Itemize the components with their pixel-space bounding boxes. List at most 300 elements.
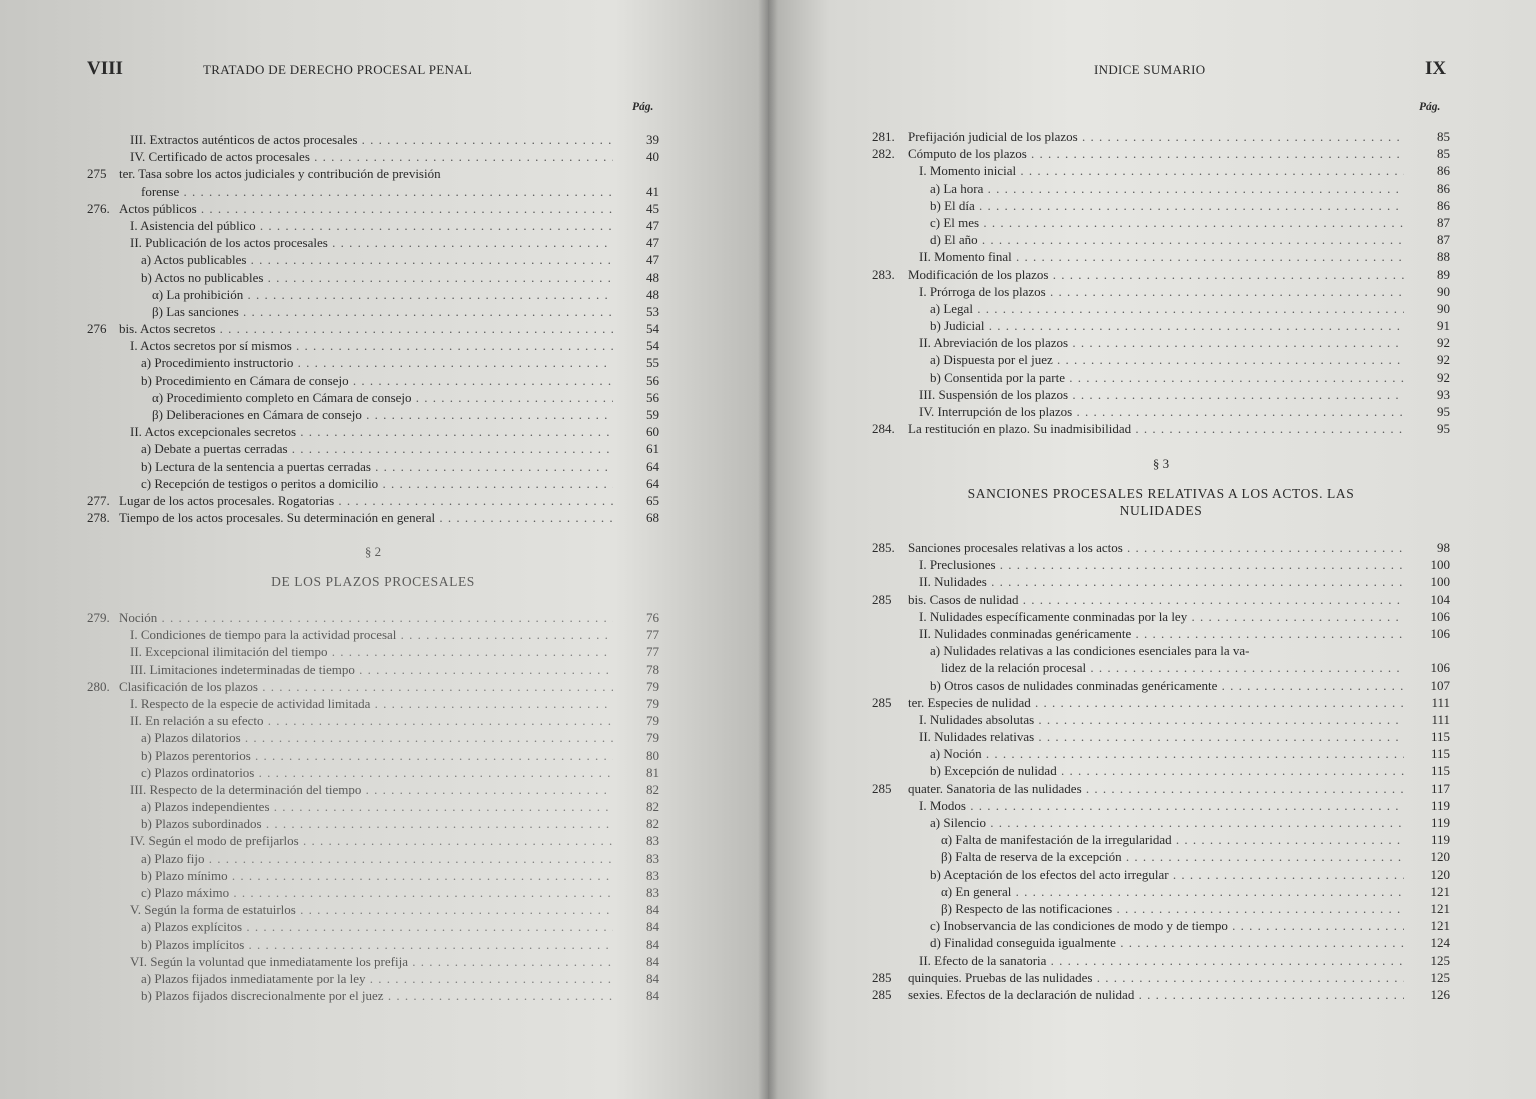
- entry-text: Noción . . .: [119, 609, 613, 626]
- toc-entry: [872, 591, 1450, 608]
- toc-entry: [87, 320, 659, 337]
- toc-entry: [87, 286, 659, 303]
- toc-entry: [872, 248, 1450, 265]
- entry-page: 54: [646, 338, 659, 354]
- entry-text: II. Nulidades . . .: [919, 573, 1404, 590]
- entry-page: 84: [646, 953, 659, 969]
- entry-number: 285: [872, 694, 892, 710]
- toc-entry: [87, 131, 659, 148]
- toc-entry: [872, 386, 1450, 403]
- section-mark: § 2: [364, 544, 382, 559]
- entry-page: 86: [1437, 197, 1450, 213]
- toc-entry: [872, 762, 1450, 779]
- entry-page: 119: [1430, 832, 1450, 848]
- entry-text: La restitución en plazo. Su inadmisibilidad . . .: [908, 420, 1404, 437]
- entry-page: 82: [646, 799, 659, 815]
- entry-text: c) Plazos ordinatorios . . .: [141, 764, 613, 781]
- entry-text: a) Plazos dilatorios . . .: [141, 729, 613, 746]
- entry-text: quater. Sanatoria de las nulidades . . .: [908, 780, 1404, 797]
- right-page: [768, 0, 1536, 1099]
- entry-page: 121: [1430, 918, 1450, 934]
- entry-text: Cómputo de los plazos . . .: [908, 145, 1404, 162]
- toc-entry: [87, 165, 659, 182]
- entry-text: Clasificación de los plazos . . .: [119, 678, 613, 695]
- entry-page: 86: [1437, 180, 1450, 196]
- toc-entry: [872, 539, 1450, 556]
- toc-entry: [87, 251, 659, 268]
- toc-entry: [872, 917, 1450, 934]
- entry-text: II. Excepcional ilimitación del tiempo . . .: [130, 643, 613, 660]
- entry-text: b) El día . . .: [930, 197, 1404, 214]
- section-title-line: SANCIONES PROCESALES RELATIVAS A LOS ACTOS. LAS: [967, 486, 1355, 501]
- entry-page: 83: [646, 833, 659, 849]
- toc-entry: [87, 970, 659, 987]
- entry-page: 106: [1430, 625, 1450, 641]
- entry-text: I. Condiciones de tiempo para la actividad procesal . . .: [130, 626, 613, 643]
- entry-page: 90: [1437, 300, 1450, 316]
- toc-entry: [872, 883, 1450, 900]
- entry-text: quinquies. Pruebas de las nulidades . . .: [908, 969, 1404, 986]
- toc-entry: [872, 969, 1450, 986]
- entry-text: IV. Según el modo de prefijarlos . . .: [130, 832, 613, 849]
- toc-entry: [87, 626, 659, 643]
- entry-page: 47: [646, 235, 659, 251]
- toc-entry: [872, 866, 1450, 883]
- entry-text: a) Procedimiento instructorio . . .: [141, 354, 613, 371]
- entry-page: 100: [1430, 557, 1450, 573]
- entry-number: 285.: [872, 540, 895, 555]
- toc-entry: [87, 781, 659, 798]
- entry-text: Prefijación judicial de los plazos . . .: [908, 128, 1404, 145]
- entry-page: 39: [646, 132, 659, 147]
- entry-page: 87: [1437, 214, 1450, 230]
- toc-entry: [87, 148, 659, 165]
- entry-page: 84: [646, 970, 659, 986]
- entry-text: α) En general . . .: [941, 883, 1404, 900]
- entry-text: β) Las sanciones . . .: [152, 303, 613, 320]
- entry-text: I. Preclusiones . . .: [919, 556, 1404, 573]
- toc-entry: [87, 234, 659, 251]
- entry-text: a) Plazos explícitos . . .: [141, 918, 613, 935]
- entry-page: 126: [1430, 986, 1450, 1002]
- entry-page: 125: [1430, 952, 1450, 968]
- entry-page: 60: [646, 424, 659, 440]
- entry-text: bis. Actos secretos . . .: [119, 320, 613, 337]
- entry-text: ter. Tasa sobre los actos judiciales y contribución de previsión: [119, 166, 441, 182]
- entry-page: 81: [646, 764, 659, 780]
- entry-page: 41: [646, 183, 659, 199]
- entry-text: b) Plazos implícitos . . .: [141, 936, 613, 953]
- toc-entry: [87, 509, 659, 526]
- entry-page: 119: [1430, 797, 1450, 813]
- entry-text: a) Plazo fijo . . .: [141, 850, 613, 867]
- entry-text: b) Procedimiento en Cámara de consejo . . .: [141, 372, 613, 389]
- entry-text: a) Silencio . . .: [930, 814, 1404, 831]
- entry-page: 104: [1430, 591, 1450, 607]
- entry-page: 95: [1437, 404, 1450, 419]
- entry-text: a) Noción . . .: [930, 745, 1404, 762]
- entry-text: a) Debate a puertas cerradas . . .: [141, 440, 613, 457]
- toc-entry: [872, 214, 1450, 231]
- toc-entry: [87, 492, 659, 509]
- entry-text: V. Según la forma de estatuirlos . . .: [130, 901, 613, 918]
- toc-entry: [872, 231, 1450, 248]
- entry-text: α) La prohibición . . .: [152, 286, 613, 303]
- entry-page: 65: [646, 492, 659, 508]
- toc-entry: [87, 183, 659, 200]
- entry-text: Tiempo de los actos procesales. Su determinación en general . . .: [119, 509, 613, 526]
- toc-entry: [872, 573, 1450, 590]
- entry-text: c) El mes . . .: [930, 214, 1404, 231]
- entry-number: 275: [87, 166, 107, 182]
- entry-page: 64: [646, 458, 659, 474]
- entry-text: I. Nulidades específicamente conminadas por la ley . . .: [919, 608, 1404, 625]
- toc-entry: [872, 403, 1450, 420]
- entry-text: b) Plazos perentorios . . .: [141, 747, 613, 764]
- toc-entry: [87, 406, 659, 423]
- entry-page: 80: [646, 747, 659, 763]
- entry-text: β) Deliberaciones en Cámara de consejo . . .: [152, 406, 613, 423]
- toc-entry: [87, 953, 659, 970]
- toc-entry: [87, 389, 659, 406]
- entry-text: b) Plazos fijados discrecionalmente por el juez . . .: [141, 987, 613, 1004]
- toc-entry: [872, 900, 1450, 917]
- entry-text: I. Modos . . .: [919, 797, 1404, 814]
- entry-page: 115: [1430, 729, 1450, 745]
- toc-entry: [87, 884, 659, 901]
- toc-entry: [872, 677, 1450, 694]
- toc-entry: [872, 300, 1450, 317]
- entry-text: b) Actos no publicables . . .: [141, 269, 613, 286]
- entry-text: II. Nulidades conminadas genéricamente . . .: [919, 625, 1404, 642]
- entry-text: II. Momento final . . .: [919, 248, 1404, 265]
- entry-text: a) Actos publicables . . .: [141, 251, 613, 268]
- entry-page: 106: [1430, 660, 1450, 676]
- entry-text: III. Limitaciones indeterminadas de tiempo . . .: [130, 661, 613, 678]
- entry-text: β) Falta de reserva de la excepción . . .: [941, 848, 1404, 865]
- entry-text: d) Finalidad conseguida igualmente . . .: [930, 934, 1404, 951]
- entry-number: 276.: [87, 200, 110, 216]
- toc-entry: [87, 712, 659, 729]
- entry-page: 56: [646, 372, 659, 388]
- toc-entry: [872, 351, 1450, 368]
- entry-page: 56: [646, 389, 659, 405]
- entry-page: 85: [1437, 129, 1450, 144]
- entry-number: 285: [872, 591, 892, 607]
- entry-page: 117: [1430, 780, 1450, 796]
- entry-text: Lugar de los actos procesales. Rogatorias . . .: [119, 492, 613, 509]
- toc-entry: [872, 334, 1450, 351]
- toc-entry: [87, 423, 659, 440]
- toc-entry: [872, 659, 1450, 676]
- entry-text: I. Respecto de la especie de actividad limitada . . .: [130, 695, 613, 712]
- entry-page: 92: [1437, 369, 1450, 385]
- entry-page: 121: [1430, 900, 1450, 916]
- entry-text: d) El año . . .: [930, 231, 1404, 248]
- entry-text: ter. Especies de nulidad . . .: [908, 694, 1404, 711]
- entry-page: 68: [646, 510, 659, 526]
- entry-page: 55: [646, 355, 659, 371]
- entry-page: 121: [1430, 883, 1450, 899]
- entry-text: IV. Interrupción de los plazos . . .: [919, 403, 1404, 420]
- entry-page: 54: [646, 321, 659, 337]
- entry-text: b) Plazo mínimo . . .: [141, 867, 613, 884]
- toc-entry: [87, 609, 659, 626]
- toc-entry: [872, 625, 1450, 642]
- entry-text: III. Extractos auténticos de actos procesales . . .: [130, 131, 613, 148]
- entry-page: 48: [646, 286, 659, 302]
- entry-text: I. Actos secretos por sí mismos . . .: [130, 337, 613, 354]
- entry-text: VI. Según la voluntad que inmediatamente los prefija . . .: [130, 953, 613, 970]
- entry-text: Modificación de los plazos . . .: [908, 266, 1404, 283]
- entry-number: 285: [872, 986, 892, 1002]
- toc-entry: [87, 918, 659, 935]
- entry-page: 125: [1430, 969, 1450, 985]
- entry-page: 83: [646, 850, 659, 866]
- toc-entry: [87, 440, 659, 457]
- toc-entry: [872, 317, 1450, 334]
- toc-entry: [872, 952, 1450, 969]
- entry-page: 85: [1437, 146, 1450, 162]
- entry-page: 90: [1437, 283, 1450, 299]
- running-title: INDICE SUMARIO: [1094, 62, 1206, 77]
- entry-text: bis. Casos de nulidad . . .: [908, 591, 1404, 608]
- entry-text: III. Respecto de la determinación del tiempo . . .: [130, 781, 613, 798]
- entry-page: 47: [646, 217, 659, 233]
- toc-entry: [87, 867, 659, 884]
- entry-page: 87: [1437, 232, 1450, 248]
- entry-text: a) Dispuesta por el juez . . .: [930, 351, 1404, 368]
- toc-entry: [872, 986, 1450, 1003]
- toc-entry: [872, 831, 1450, 848]
- entry-page: 76: [646, 610, 659, 625]
- entry-page: 77: [646, 644, 659, 660]
- entry-text: a) Nulidades relativas a las condiciones esenciales para la va-: [930, 643, 1250, 659]
- toc-entry: [87, 661, 659, 678]
- page-number: IX: [1425, 58, 1447, 79]
- entry-page: 40: [646, 149, 659, 165]
- toc-list: [87, 131, 659, 526]
- entry-number: 281.: [872, 129, 895, 144]
- entry-page: 91: [1437, 318, 1450, 334]
- entry-number: 285: [872, 969, 892, 985]
- entry-number: 283.: [872, 266, 895, 282]
- entry-text: forense . . .: [141, 183, 613, 200]
- toc-entry: [87, 475, 659, 492]
- entry-page: 111: [1431, 694, 1450, 710]
- pag-label: Pág.: [1419, 101, 1441, 113]
- entry-text: II. En relación a su efecto . . .: [130, 712, 613, 729]
- toc-list: [872, 539, 1450, 1003]
- section-title-line: NULIDADES: [1119, 503, 1203, 518]
- entry-text: Sanciones procesales relativas a los actos . . .: [908, 539, 1404, 556]
- entry-page: 79: [646, 730, 659, 746]
- entry-page: 83: [646, 885, 659, 900]
- entry-page: 92: [1437, 352, 1450, 368]
- entry-page: 115: [1430, 763, 1450, 779]
- toc-entry: [87, 217, 659, 234]
- entry-text: II. Efecto de la sanatoria . . .: [919, 952, 1404, 969]
- toc-entry: [87, 643, 659, 660]
- entry-page: 89: [1437, 266, 1450, 282]
- entry-number: 285: [872, 780, 892, 796]
- entry-text: α) Procedimiento completo en Cámara de consejo . . .: [152, 389, 613, 406]
- toc-entry: [872, 145, 1450, 162]
- entry-text: II. Actos excepcionales secretos . . .: [130, 423, 613, 440]
- entry-text: b) Lectura de la sentencia a puertas cerradas . . .: [141, 458, 613, 475]
- entry-number: 284.: [872, 421, 895, 437]
- toc-entry: [87, 987, 659, 1004]
- section-title: DE LOS PLAZOS PROCESALES: [271, 574, 475, 589]
- entry-page: 115: [1430, 746, 1450, 762]
- entry-page: 84: [646, 902, 659, 918]
- toc-entry: [872, 814, 1450, 831]
- entry-text: a) Plazos independientes . . .: [141, 798, 613, 815]
- toc-entry: [872, 745, 1450, 762]
- entry-text: c) Inobservancia de las condiciones de modo y de tiempo . . .: [930, 917, 1404, 934]
- toc-entry: [87, 354, 659, 371]
- section-mark: § 3: [1152, 456, 1170, 471]
- entry-page: 119: [1430, 815, 1450, 830]
- entry-text: b) Judicial . . .: [930, 317, 1404, 334]
- entry-page: 84: [646, 988, 659, 1004]
- toc-entry: [87, 695, 659, 712]
- entry-page: 124: [1430, 935, 1450, 951]
- entry-text: III. Suspensión de los plazos . . .: [919, 386, 1404, 403]
- toc-list: [87, 609, 659, 1004]
- toc-entry: [87, 678, 659, 695]
- entry-page: 95: [1437, 421, 1450, 437]
- entry-page: 61: [646, 441, 659, 457]
- entry-page: 86: [1437, 163, 1450, 179]
- entry-page: 53: [646, 303, 659, 319]
- entry-page: 82: [646, 781, 659, 797]
- entry-number: 278.: [87, 510, 110, 526]
- toc-entry: [872, 266, 1450, 283]
- toc-entry: [872, 780, 1450, 797]
- entry-page: 45: [646, 200, 659, 216]
- running-title: TRATADO DE DERECHO PROCESAL PENAL: [203, 62, 473, 77]
- entry-number: 277.: [87, 492, 110, 508]
- entry-page: 83: [646, 867, 659, 883]
- toc-entry: [872, 797, 1450, 814]
- toc-entry: [87, 798, 659, 815]
- toc-entry: [872, 197, 1450, 214]
- entry-page: 120: [1430, 849, 1450, 865]
- entry-text: IV. Certificado de actos procesales . . .: [130, 148, 613, 165]
- entry-page: 64: [646, 475, 659, 491]
- toc-entry: [87, 764, 659, 781]
- toc-entry: [872, 283, 1450, 300]
- toc-entry: [872, 162, 1450, 179]
- entry-number: 279.: [87, 610, 110, 625]
- toc-entry: [872, 180, 1450, 197]
- entry-text: b) Excepción de nulidad . . .: [930, 762, 1404, 779]
- entry-text: I. Momento inicial . . .: [919, 162, 1404, 179]
- toc-entry: [872, 608, 1450, 625]
- toc-entry: [872, 642, 1450, 659]
- entry-page: 82: [646, 816, 659, 832]
- entry-page: 79: [646, 713, 659, 729]
- entry-page: 98: [1437, 540, 1450, 555]
- page-number: VIII: [87, 58, 123, 79]
- toc-entry: [87, 729, 659, 746]
- toc-entry: [872, 369, 1450, 386]
- entry-page: 78: [646, 661, 659, 677]
- toc-entry: [87, 936, 659, 953]
- toc-entry: [872, 848, 1450, 865]
- toc-entry: [87, 747, 659, 764]
- entry-page: 48: [646, 269, 659, 285]
- toc-entry: [87, 337, 659, 354]
- entry-page: 77: [646, 627, 659, 643]
- entry-text: α) Falta de manifestación de la irregularidad . . .: [941, 831, 1404, 848]
- entry-text: II. Nulidades relativas . . .: [919, 728, 1404, 745]
- toc-entry: [87, 901, 659, 918]
- section-title: [872, 485, 1450, 519]
- entry-text: β) Respecto de las notificaciones . . .: [941, 900, 1404, 917]
- entry-text: II. Publicación de los actos procesales . . .: [130, 234, 613, 251]
- entry-text: lidez de la relación procesal . . .: [941, 659, 1404, 676]
- entry-text: Actos públicos . . .: [119, 200, 613, 217]
- entry-text: a) Legal . . .: [930, 300, 1404, 317]
- entry-page: 120: [1430, 866, 1450, 882]
- entry-page: 93: [1437, 386, 1450, 402]
- entry-page: 88: [1437, 249, 1450, 265]
- entry-text: a) Plazos fijados inmediatamente por la ley . . .: [141, 970, 613, 987]
- entry-text: b) Plazos subordinados . . .: [141, 815, 613, 832]
- toc-entry: [87, 269, 659, 286]
- entry-text: b) Otros casos de nulidades conminadas genéricamente . . .: [930, 677, 1404, 694]
- entry-text: c) Recepción de testigos o peritos a domicilio . . .: [141, 475, 613, 492]
- toc-entry: [87, 372, 659, 389]
- entry-page: 79: [646, 678, 659, 694]
- toc-entry: [872, 128, 1450, 145]
- entry-number: 280.: [87, 678, 110, 694]
- toc-entry: [87, 303, 659, 320]
- entry-page: 107: [1430, 677, 1450, 693]
- toc-list: [872, 128, 1450, 437]
- entry-page: 100: [1430, 574, 1450, 590]
- entry-page: 111: [1431, 711, 1450, 727]
- toc-entry: [872, 711, 1450, 728]
- toc-entry: [87, 850, 659, 867]
- entry-text: sexies. Efectos de la declaración de nulidad . . .: [908, 986, 1404, 1003]
- toc-entry: [872, 694, 1450, 711]
- entry-page: 92: [1437, 335, 1450, 351]
- toc-entry: [87, 458, 659, 475]
- entry-page: 106: [1430, 608, 1450, 624]
- entry-text: II. Abreviación de los plazos . . .: [919, 334, 1404, 351]
- entry-text: b) Consentida por la parte . . .: [930, 369, 1404, 386]
- entry-text: c) Plazo máximo . . .: [141, 884, 613, 901]
- entry-page: 47: [646, 252, 659, 268]
- toc-entry: [87, 832, 659, 849]
- entry-text: I. Asistencia del público . . .: [130, 217, 613, 234]
- entry-text: b) Aceptación de los efectos del acto irregular . . .: [930, 866, 1404, 883]
- pag-label: Pág.: [632, 101, 654, 113]
- entry-text: a) La hora . . .: [930, 180, 1404, 197]
- entry-text: I. Nulidades absolutas . . .: [919, 711, 1404, 728]
- toc-entry: [872, 420, 1450, 437]
- toc-entry: [872, 728, 1450, 745]
- toc-entry: [872, 556, 1450, 573]
- entry-number: 276: [87, 321, 107, 337]
- entry-page: 59: [646, 407, 659, 422]
- entry-page: 84: [646, 936, 659, 952]
- toc-entry: [87, 815, 659, 832]
- entry-text: I. Prórroga de los plazos . . .: [919, 283, 1404, 300]
